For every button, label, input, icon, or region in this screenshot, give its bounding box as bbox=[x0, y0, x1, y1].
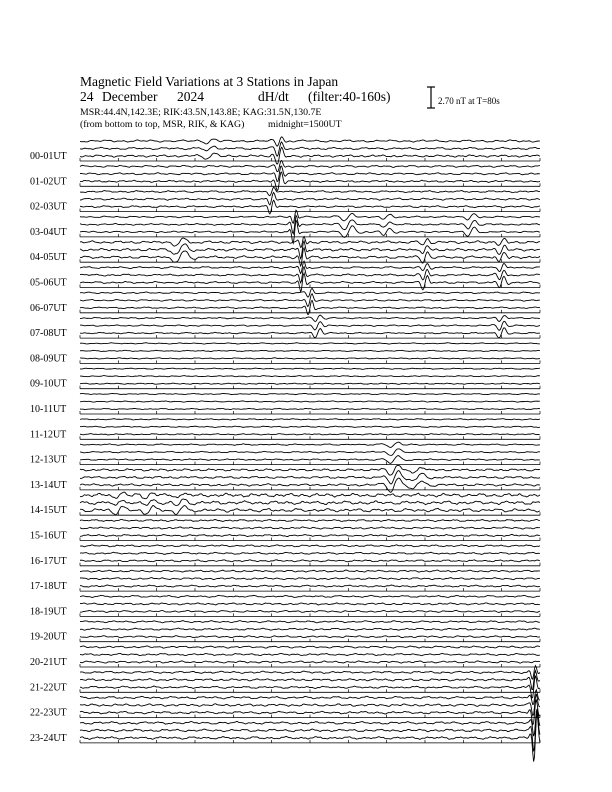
hour-row bbox=[80, 492, 540, 515]
hour-row bbox=[80, 646, 540, 667]
row-label: 19-20UT bbox=[30, 631, 67, 643]
hour-row bbox=[80, 570, 540, 591]
row-label: 03-04UT bbox=[30, 226, 67, 238]
trace-kag bbox=[80, 288, 540, 297]
trace-kag bbox=[80, 646, 540, 648]
trace-kag bbox=[80, 137, 540, 146]
row-labels bbox=[30, 151, 67, 744]
date-year: 2024 bbox=[177, 89, 204, 104]
trace-msr bbox=[80, 610, 540, 612]
row-label: 13-14UT bbox=[30, 479, 67, 491]
hour-row bbox=[80, 343, 540, 364]
quantity-label: dH/dt bbox=[258, 89, 289, 104]
trace-msr bbox=[80, 147, 540, 164]
row-label: 21-22UT bbox=[30, 682, 67, 694]
trace-kag bbox=[80, 545, 540, 547]
trace-rik bbox=[80, 192, 540, 204]
hour-row bbox=[80, 442, 540, 465]
row-label: 05-06UT bbox=[30, 277, 67, 289]
filter-label: (filter:40-160s) bbox=[308, 89, 391, 104]
hour-row bbox=[80, 393, 540, 414]
hour-row bbox=[80, 545, 540, 566]
hour-row bbox=[80, 621, 540, 642]
hour-row bbox=[80, 288, 540, 314]
hour-row bbox=[80, 465, 540, 492]
hour-row bbox=[80, 666, 540, 698]
row-label: 11-12UT bbox=[30, 429, 67, 441]
trace-msr bbox=[80, 383, 540, 384]
trace-rik bbox=[80, 294, 540, 307]
hour-row bbox=[80, 236, 540, 265]
trace-rik bbox=[80, 321, 540, 330]
trace-rik bbox=[80, 166, 540, 182]
trace-rik bbox=[80, 552, 540, 554]
trace-rik bbox=[80, 401, 540, 402]
trace-rik bbox=[80, 376, 540, 377]
trace-kag bbox=[80, 393, 540, 394]
trace-kag bbox=[80, 236, 540, 247]
hour-row bbox=[80, 137, 540, 164]
trace-msr bbox=[80, 434, 540, 435]
trace-msr bbox=[80, 714, 540, 762]
row-label: 16-17UT bbox=[30, 555, 67, 567]
trace-kag bbox=[80, 595, 540, 597]
hour-row bbox=[80, 187, 540, 214]
trace-kag bbox=[80, 492, 540, 499]
trace-kag bbox=[80, 261, 540, 273]
trace-kag bbox=[80, 666, 540, 680]
trace-rik bbox=[80, 142, 540, 156]
trace-kag bbox=[80, 210, 540, 223]
trace-kag bbox=[80, 465, 540, 475]
station-coordinates: MSR:44.4N,142.3E; RIK:43.5N,143.8E; KAG:31.5N,130.7E bbox=[80, 107, 322, 118]
row-label: 15-16UT bbox=[30, 530, 67, 542]
trace-rik bbox=[80, 267, 540, 283]
trace-rik bbox=[80, 426, 540, 427]
trace-rows bbox=[80, 137, 540, 762]
row-label: 10-11UT bbox=[30, 404, 67, 415]
trace-msr bbox=[80, 534, 540, 536]
trace-rik bbox=[80, 603, 540, 605]
trace-rik bbox=[80, 653, 540, 655]
trace-rik bbox=[80, 350, 540, 351]
row-label: 02-03UT bbox=[30, 201, 67, 213]
chart-title: Magnetic Field Variations at 3 Stations in Japan bbox=[80, 74, 339, 89]
hour-row bbox=[80, 690, 540, 725]
row-label: 22-23UT bbox=[30, 707, 67, 719]
trace-msr bbox=[80, 699, 540, 724]
row-label: 23-24UT bbox=[30, 732, 67, 744]
hour-row bbox=[80, 368, 540, 389]
row-label: 04-05UT bbox=[30, 252, 67, 264]
scale-bar bbox=[427, 87, 435, 108]
trace-msr bbox=[80, 408, 540, 409]
trace-rik bbox=[80, 628, 540, 630]
trace-kag bbox=[80, 315, 540, 321]
row-label: 07-08UT bbox=[30, 328, 67, 340]
station-order-note: (from bottom to top, MSR, RIK, & KAG) bbox=[80, 119, 245, 130]
hour-row bbox=[80, 520, 540, 541]
trace-kag bbox=[80, 520, 540, 522]
row-label: 06-07UT bbox=[30, 302, 67, 314]
trace-kag bbox=[80, 368, 540, 369]
trace-msr bbox=[80, 560, 540, 562]
row-label: 08-09UT bbox=[30, 353, 67, 365]
trace-kag bbox=[80, 161, 540, 172]
hour-row bbox=[80, 595, 540, 616]
trace-rik bbox=[80, 471, 540, 484]
trace-msr bbox=[80, 661, 540, 663]
row-label: 01-02UT bbox=[30, 176, 67, 188]
trace-msr bbox=[80, 358, 540, 359]
trace-rik bbox=[80, 499, 540, 505]
row-label: 00-01UT bbox=[30, 151, 67, 162]
midnight-note: midnight=1500UT bbox=[268, 119, 342, 130]
row-label: 20-21UT bbox=[30, 657, 67, 668]
trace-rik bbox=[80, 449, 540, 455]
hour-row bbox=[80, 210, 540, 243]
trace-msr bbox=[80, 636, 540, 638]
hour-row bbox=[80, 261, 540, 292]
date-month: December bbox=[102, 89, 158, 104]
hour-row bbox=[80, 419, 540, 440]
trace-rik bbox=[80, 578, 540, 580]
row-label: 14-15UT bbox=[30, 505, 67, 517]
trace-msr bbox=[80, 585, 540, 587]
trace-kag bbox=[80, 343, 540, 344]
date-day: 24 bbox=[80, 89, 94, 104]
row-label: 09-10UT bbox=[30, 378, 67, 390]
trace-rik bbox=[80, 527, 540, 529]
trace-kag bbox=[80, 419, 540, 420]
trace-kag bbox=[80, 621, 540, 623]
hour-row bbox=[80, 161, 540, 191]
trace-kag bbox=[80, 442, 540, 447]
row-label: 18-19UT bbox=[30, 606, 67, 618]
row-label: 12-13UT bbox=[30, 454, 67, 466]
row-label: 17-18UT bbox=[30, 581, 67, 593]
trace-kag bbox=[80, 187, 540, 195]
trace-kag bbox=[80, 570, 540, 572]
hour-row bbox=[80, 315, 540, 338]
scale-label: 2.70 nT at T=80s bbox=[438, 96, 500, 106]
